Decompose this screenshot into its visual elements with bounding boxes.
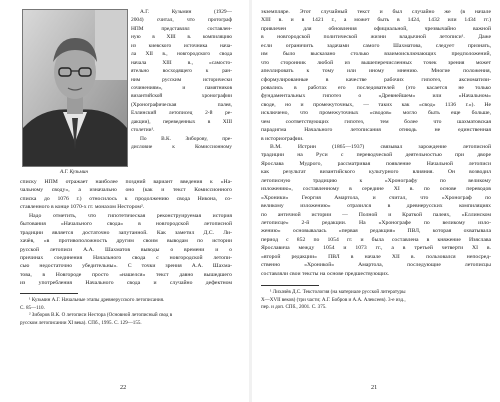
- text-line: НПМ представлял составлен-: [131, 25, 232, 32]
- text-line: из киевского источника нача-: [131, 42, 232, 49]
- left-side-text: [131, 8, 232, 151]
- text-line: Ярослава Мудрого, рассматривая появление Начальной летописи: [261, 160, 491, 167]
- text-line: ставленного в конце 1070-х гг. монахом Нестором².: [20, 204, 145, 211]
- left-page: [0, 0, 248, 402]
- text-line: Надо отметить, что гипотетическая реконструируемая история: [29, 212, 232, 219]
- text-line: Еллинский летописец 2-й ре-: [131, 110, 232, 117]
- text-line: традиции на Руси с переводческой деятельностью при дворе: [261, 152, 491, 159]
- text-line: чем соответствующих гипотез, тем более что шахматовская: [261, 118, 491, 125]
- text-line: экземпляре. Этот случайный текст и был случайно же (в начале: [261, 9, 491, 15]
- text-line: парадигма Начального летописания отнюдь не единственная: [261, 127, 491, 134]
- right-page: [253, 0, 500, 402]
- text-line: что сторонник любой из вышеперечисленных точек зрения может: [261, 59, 491, 66]
- text-line: ровались в работах его последователей (это касается не только: [261, 84, 491, 91]
- text-line: период с 852 по 1054 гг. и была составлена в княжение Изяслава: [261, 236, 491, 243]
- text-line: хачёв, «в противоположность другим своим выводам по истории: [20, 238, 232, 245]
- text-line: как результат византийского культурного влияния. Он возводил: [261, 169, 491, 176]
- text-line: в историографии.: [261, 135, 304, 142]
- text-line: ную в XIII в. компиляцию: [131, 34, 232, 41]
- text-line: своде, но и промежуточных, — таких как «свод» 1136 г.»). Не: [261, 101, 491, 108]
- author-portrait: [22, 9, 128, 167]
- text-line: столетии¹.: [131, 127, 155, 134]
- text-line: Ярославича между 1054 и 1073 гг., а в третьей четверти XI в.: [261, 245, 491, 252]
- text-line: 2004) считал, что протограф: [131, 17, 232, 24]
- text-line: (Хронографическая палея,: [131, 101, 232, 108]
- text-line: из употребления Начального свода и случайно дефектном: [20, 280, 232, 287]
- text-line: им было высказано столько взаимоисключающих предположений,: [261, 51, 491, 58]
- text-line: ятельно восходящего к ран-: [131, 68, 232, 75]
- text-line: А.Г. Кузьмин (1929—: [140, 9, 232, 15]
- text-line: «второй редакции» ПВЛ в начале XII в. пользовался непосред-: [261, 253, 491, 260]
- text-line: чальному своду», а изначально оно (как и текст Комиссионного: [20, 187, 232, 194]
- footnote-line: X—XVII веков) (три части; А.Г. Бобров и А.А. Алексеев). 3-е изд.,: [261, 296, 406, 303]
- text-line: XIII в. и в 1421 г., а может быть в 1424, 1432 или 1434 гг.): [261, 17, 491, 24]
- text-line: жению» основывалась «первая редакция» ПВЛ, которая охватывала: [261, 228, 491, 235]
- text-line: причинах соединения Начального свода с новгородской летопи-: [20, 254, 232, 261]
- text-line: летописце» 2-й редакции. На «Хронографе по великому изло-: [261, 219, 491, 226]
- text-line: дакции), переведенных в XIII: [131, 118, 232, 125]
- text-line: списка до 1076 г.) относилось к продолжению свода Никона, со-: [20, 195, 232, 202]
- text-line: това, в Новгороде просто «нашелся» текст давно вышедшего: [20, 271, 232, 278]
- text-line: привлечен для обновления официальной, чрезвычайно важной: [261, 25, 491, 32]
- text-line: сформулированные в качестве рабочих гипотез, аксиоматизи-: [261, 76, 491, 83]
- text-line: сью недостаточно убедительны». С точки зрения А.А. Шахма-: [20, 263, 232, 270]
- text-line: русской летописи А.А. Шахматов выводы о времени и о: [20, 246, 232, 253]
- text-line: списку НПМ отражает наиболее поздний вариант введения к «На-: [20, 179, 232, 185]
- footnote-line: русском летописании XI века). СПб., 1995. С. 129—155.: [20, 319, 142, 326]
- left-footnotes: [20, 297, 232, 327]
- text-line: По В.К. Зиборову, пре-: [140, 135, 232, 142]
- footnote-line: ² Зиборов В.К. О летописи Нестора (Основной летописный свод в: [29, 312, 173, 319]
- footnote-line: С. 85—110.: [20, 304, 45, 311]
- text-line: ним русским исторически: [131, 76, 232, 83]
- text-line: по античной истории — Полной и Краткой палеях, «Еллинском: [261, 211, 491, 218]
- text-line: начала XIII в., «самосто-: [131, 59, 232, 66]
- footnote-line: пер. и доп. СПб., 2001. С. 375.: [261, 304, 327, 311]
- text-line: изложению», составленному в середине XI в. по основе переводов: [261, 186, 491, 193]
- page-number: 22: [120, 384, 127, 391]
- footnote-rule: [20, 293, 78, 294]
- text-line: сочинениям», и памятников: [131, 84, 232, 91]
- text-line: составляли свои тексты на основе предшествующих.: [261, 270, 390, 277]
- text-line: византийской хронографии: [131, 93, 232, 100]
- text-line: В.М. Истрин (1865—1937) связывал зарождение летописной: [270, 144, 491, 150]
- portrait-caption: А.Г. Кузьмин: [60, 169, 88, 175]
- footnote-rule: [261, 285, 319, 286]
- book-spine: [249, 0, 252, 402]
- text-line: в новгородской политической жизни владычной летописи¹. Даже: [261, 34, 491, 41]
- text-line: исключено, что промежуточных «сводов» могло быть еще больше,: [261, 110, 491, 117]
- text-line: великому изложению» отразился в древнерусских компиляциях: [261, 203, 491, 210]
- text-line: «Хроники» Георгия Амартола, и считал, что «Хронограф по: [261, 194, 491, 201]
- text-line: фундаментальных гипотез о «Древнейшем» или «Начальном»: [261, 93, 491, 100]
- right-body-text: [261, 8, 491, 278]
- text-line: дисловие к Комиссионному: [131, 144, 232, 150]
- text-line: бытования «Начального свода» в новгородской летописной: [20, 221, 232, 228]
- text-line: ственно «Хроникой» Амартола, последующие летописцы: [261, 262, 491, 269]
- footnote-line: ¹ Кузьмин А.Г. Начальные этапы древнерусского летописания.: [29, 297, 165, 303]
- page-number: 21: [371, 384, 378, 391]
- left-body-text: [20, 178, 232, 288]
- text-line: традиции является достаточно запутанной. Как заметил Д.С. Ли-: [20, 229, 232, 236]
- text-line: ла XII в., новгородского свода: [131, 51, 232, 58]
- text-line: апеллировать к тому или иному мнению. Многие положения,: [261, 68, 491, 75]
- text-line: если ограничить задачами самого Шахматова, следует признать,: [261, 42, 491, 49]
- footnote-line: ¹ Лихачёв Д.С. Текстология (на материале русской литературы: [270, 289, 406, 295]
- text-line: летописную традицию к «Хронографу по великому: [261, 177, 491, 184]
- right-footnotes: [261, 289, 491, 312]
